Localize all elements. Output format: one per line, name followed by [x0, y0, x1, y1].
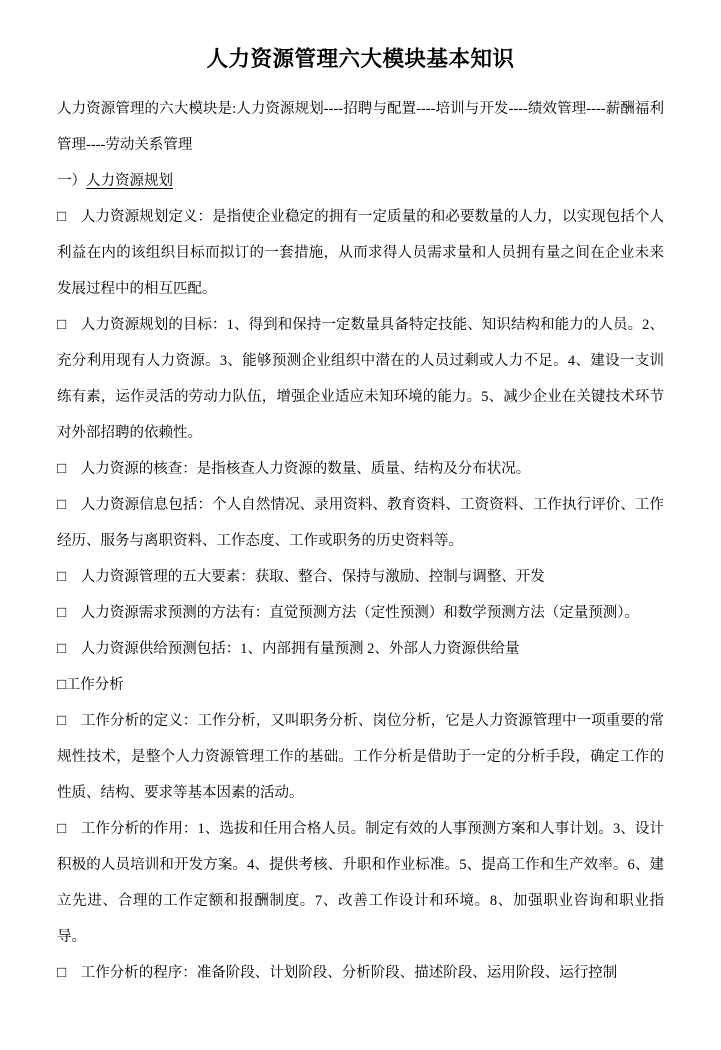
checkbox-icon: □ [57, 712, 67, 730]
intro-paragraph: 人力资源管理的六大模块是:人力资源规划----招聘与配置----培训与开发----绩效管理----薪酬福利管理----劳动关系管理 [57, 101, 664, 153]
bullet-item-demand-forecast [57, 595, 664, 631]
checkbox-icon: □ [57, 676, 67, 694]
bullet-item-job-analysis-heading [57, 667, 664, 703]
bullet-item-goals [57, 307, 664, 451]
bullet-item-supply-forecast [57, 631, 664, 667]
bullet-item-information [57, 487, 664, 559]
section-number: 一） [57, 173, 86, 189]
item-text: 人力资源的核查：是指核查人力资源的数量、质量、结构及分布状况。 [80, 461, 531, 477]
checkbox-icon: □ [57, 460, 67, 478]
checkbox-icon: □ [57, 964, 67, 982]
bullet-item-definition [57, 199, 664, 307]
item-text: 人力资源规划的目标：1、得到和保持一定数量具备特定技能、知识结构和能力的人员。2、充分利用现有人力资源。3、能够预测企业组织中潜在的人员过剩或人力不足。4、建设一支训练有素，运作灵活的劳动力队伍，增强企业适应未知环境的能力。5、减少企业在关键技术环节对外部招聘的依赖性。 [57, 317, 664, 441]
section-heading [57, 163, 664, 199]
bullet-item-job-analysis-definition [57, 703, 664, 811]
item-text: 人力资源规划定义：是指使企业稳定的拥有一定质量的和必要数量的人力，以实现包括个人利益在内的该组织目标而拟订的一套措施，从而求得人员需求量和人员拥有量之间在企业未来发展过程中的相互匹配。 [57, 209, 664, 297]
checkbox-icon: □ [57, 496, 67, 514]
item-text: 工作分析的定义：工作分析，又叫职务分析、岗位分析，它是人力资源管理中一项重要的常规性技术，是整个人力资源管理工作的基础。工作分析是借助于一定的分析手段，确定工作的性质、结构、要求等基本因素的活动。 [57, 713, 664, 801]
item-text: 工作分析 [65, 677, 124, 693]
section-title: 人力资源规划 [86, 173, 173, 189]
bullet-item-job-analysis-functions [57, 811, 664, 955]
checkbox-icon: □ [57, 316, 67, 334]
checkbox-icon: □ [57, 604, 67, 622]
item-text: 人力资源管理的五大要素：获取、整合、保持与激励、控制与调整、开发 [80, 569, 545, 585]
page-title: 人力资源管理六大模块基本知识 [206, 47, 515, 71]
checkbox-icon: □ [57, 820, 67, 838]
bullet-item-five-elements [57, 559, 664, 595]
item-text: 人力资源信息包括：个人自然情况、录用资料、教育资料、工资资料、工作执行评价、工作经历、服务与离职资料、工作态度、工作或职务的历史资料等。 [57, 497, 664, 549]
checkbox-icon: □ [57, 640, 67, 658]
item-text: 工作分析的作用：1、选拔和任用合格人员。制定有效的人事预测方案和人事计划。3、设计积极的人员培训和开发方案。4、提供考核、升职和作业标准。5、提高工作和生产效率。6、建立先进、合理的工作定额和报酬制度。7、改善工作设计和环境。8、加强职业咨询和职业指导。 [57, 821, 664, 945]
checkbox-icon: □ [57, 208, 67, 226]
item-text: 人力资源供给预测包括：1、内部拥有量预测 2、外部人力资源供给量 [80, 641, 520, 657]
checkbox-icon: □ [57, 568, 67, 586]
bullet-item-audit [57, 451, 664, 487]
bullet-item-job-analysis-procedure [57, 955, 664, 991]
item-text: 人力资源需求预测的方法有：直觉预测方法（定性预测）和数学预测方法（定量预测）。 [80, 605, 640, 621]
item-text: 工作分析的程序：准备阶段、计划阶段、分析阶段、描述阶段、运用阶段、运行控制 [80, 965, 618, 981]
